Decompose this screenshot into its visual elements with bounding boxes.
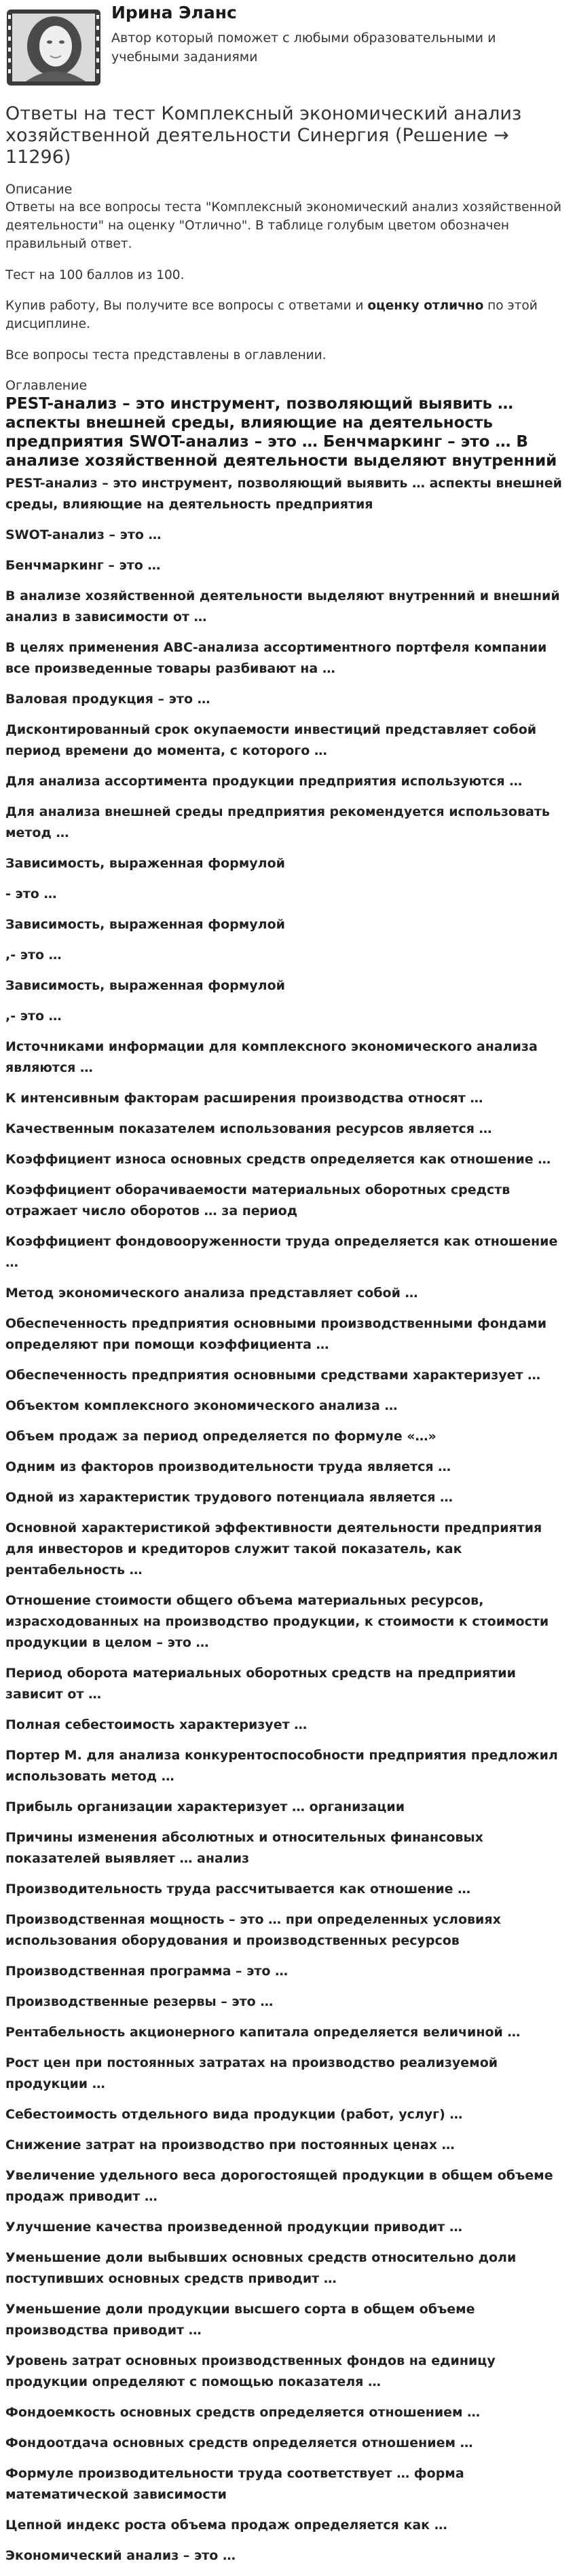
- toc-item[interactable]: Уровень затрат основных производственных фондов на единицу продукции определяют с помощью показателя …: [5, 2353, 496, 2390]
- toc-item[interactable]: Зависимость, выраженная формулой: [5, 978, 285, 994]
- toc-item[interactable]: Коэффициент оборачиваемости материальных оборотных средств отражает число оборотов … за период: [5, 1182, 511, 1219]
- toc-item[interactable]: Обеспеченность предприятия основными производственными фондами определяют при помощи коэффициента …: [5, 1316, 547, 1353]
- toc-item[interactable]: Зависимость, выраженная формулой: [5, 856, 285, 872]
- toc-item[interactable]: ,- это …: [5, 1009, 62, 1024]
- toc-item[interactable]: - это …: [5, 886, 57, 902]
- toc-item[interactable]: Одной из характеристик трудового потенциала является …: [5, 1490, 453, 1506]
- toc-list: [5, 473, 570, 2566]
- toc-item[interactable]: Отношение стоимости общего объема материальных ресурсов, израсходованных на производство продукции, к стоимости к стоимости продукции в целом – это …: [5, 1593, 549, 1651]
- author-name[interactable]: Ирина Эланс: [111, 3, 237, 22]
- toc-item[interactable]: Качественным показателем использования ресурсов является …: [5, 1121, 492, 1137]
- toc-item[interactable]: Валовая продукция – это …: [5, 692, 210, 707]
- score-text: Тест на 100 баллов из 100.: [5, 267, 185, 282]
- toc-item[interactable]: Рентабельность акционерного капитала определяется величиной …: [5, 2025, 521, 2040]
- toc-label: Оглавление: [5, 378, 88, 394]
- toc-item[interactable]: Коэффициент фондовооруженности труда определяется как отношение …: [5, 1234, 558, 1271]
- toc-item[interactable]: Уменьшение доли продукции высшего сорта в общем объеме производства приводит …: [5, 2302, 475, 2338]
- toc-item[interactable]: Для анализа внешней среды предприятия рекомендуется использовать метод …: [5, 804, 550, 841]
- toc-item[interactable]: Производственная мощность – это … при определенных условиях использования оборудования и производственных ресурсов: [5, 1912, 501, 1949]
- toc-item[interactable]: Дисконтированный срок окупаемости инвестиций представляет собой период времени до момента, с которого …: [5, 722, 537, 759]
- toc-item[interactable]: В анализе хозяйственной деятельности выделяют внутренний и внешний анализ в зависимости от …: [5, 589, 560, 625]
- toc-item[interactable]: Уменьшение доли выбывших основных средств относительно доли поступивших основных средств приводит …: [5, 2250, 517, 2287]
- toc-item[interactable]: Одним из факторов производительности труда является …: [5, 1459, 451, 1475]
- all-questions-text: Все вопросы теста представлены в оглавлении.: [5, 348, 327, 362]
- toc-item[interactable]: Цепной индекс роста объема продаж определяется как …: [5, 2518, 447, 2533]
- toc-item[interactable]: Обеспеченность предприятия основными средствами характеризует …: [5, 1368, 541, 1383]
- toc-item[interactable]: Источниками информации для комплексного экономического анализа являются …: [5, 1039, 538, 1076]
- toc-item[interactable]: К интенсивным факторам расширения производства относят …: [5, 1091, 483, 1106]
- purchase-text-start: Купив работу, Вы получите все вопросы с ответами и: [5, 299, 368, 314]
- description-label: Описание: [5, 182, 73, 198]
- toc-item[interactable]: Портер М. для анализа конкурентоспособности предприятия предложил использовать метод …: [5, 1748, 558, 1785]
- purchase-text-end: по этой дисциплине.: [5, 299, 538, 332]
- toc-item[interactable]: Увеличение удельного веса дорогостоящей продукции в общем объеме продаж приводит …: [5, 2168, 553, 2205]
- purchase-text: [5, 297, 570, 333]
- toc-item[interactable]: PEST-анализ – это инструмент, позволяющий выявить … аспекты внешней среды, влияющие на деятельность предприятия: [5, 476, 562, 512]
- purchase-text-bold: оценку отлично: [367, 299, 484, 314]
- toc-item[interactable]: Коэффициент износа основных средств определяется как отношение …: [5, 1152, 551, 1168]
- toc-heading: PEST-анализ – это инструмент, позволяющий выявить … аспекты внешней среды, влияющие на деятельность предприятия SWOT-анализ – это … Бенчмаркинг – это … В анализе хозяйственной деятельности выделяют внутренний: [5, 395, 557, 470]
- author-avatar[interactable]: [5, 4, 102, 90]
- toc-item[interactable]: Себестоимость отдельного вида продукции (работ, услуг) …: [5, 2107, 463, 2123]
- author-description: Автор который поможет с любыми образовательными и учебными заданиями: [111, 31, 496, 64]
- toc-item[interactable]: В целях применения АВС-анализа ассортиментного портфеля компании все произведенные товары разбивают на …: [5, 640, 547, 677]
- toc-item[interactable]: Объем продаж за период определяется по формуле «…»: [5, 1429, 437, 1444]
- toc-item[interactable]: Период оборота материальных оборотных средств на предприятии зависит от …: [5, 1666, 516, 1702]
- toc-item[interactable]: Производительность труда рассчитывается как отношение …: [5, 1882, 471, 1897]
- toc-item[interactable]: Фондоотдача основных средств определяется отношением …: [5, 2435, 473, 2451]
- toc-item[interactable]: Экономический анализ – это …: [5, 2548, 236, 2564]
- toc-item[interactable]: Производственные резервы – это …: [5, 1994, 274, 2010]
- toc-item[interactable]: Бенчмаркинг – это …: [5, 558, 161, 574]
- toc-item[interactable]: Формуле производительности труда соответствует … форма математической зависимости: [5, 2466, 464, 2503]
- toc-item[interactable]: Улучшение качества произведенной продукции приводит …: [5, 2220, 463, 2235]
- description-text: Ответы на все вопросы теста "Комплексный экономический анализ хозяйственной деятельности" на оценку "Отлично". В таблице голубым цветом обозначен правильный ответ.: [5, 200, 562, 252]
- avatar-image-icon: [5, 4, 102, 90]
- toc-item[interactable]: Рост цен при постоянных затратах на производство реализуемой продукции …: [5, 2055, 498, 2092]
- page-title: Ответы на тест Комплексный экономический анализ хозяйственной деятельности Синергия (Решение → 11296): [5, 103, 522, 168]
- toc-item[interactable]: Для анализа ассортимента продукции предприятия используются …: [5, 774, 523, 789]
- toc-item[interactable]: Полная себестоимость характеризует …: [5, 1717, 308, 1733]
- toc-item[interactable]: ,- это …: [5, 948, 62, 963]
- toc-item[interactable]: SWOT-анализ – это …: [5, 527, 162, 543]
- toc-item[interactable]: Производственная программа – это …: [5, 1964, 289, 1979]
- toc-item[interactable]: Основной характеристикой эффективности деятельности предприятия для инвесторов и кредиторов служит такой показатель, как рентабельность …: [5, 1520, 542, 1578]
- toc-item[interactable]: Прибыль организации характеризует … организации: [5, 1799, 405, 1815]
- toc-item[interactable]: Снижение затрат на производство при постоянных ценах …: [5, 2138, 455, 2153]
- toc-item[interactable]: Фондоемкость основных средств определяется отношением …: [5, 2405, 481, 2421]
- toc-item[interactable]: Метод экономического анализа представляет собой …: [5, 1286, 418, 1301]
- toc-item[interactable]: Причины изменения абсолютных и относительных финансовых показателей выявляет … анализ: [5, 1830, 483, 1867]
- toc-item[interactable]: Зависимость, выраженная формулой: [5, 917, 285, 933]
- author-card: [5, 0, 570, 95]
- author-info: [111, 0, 519, 67]
- toc-item[interactable]: Объектом комплексного экономического анализа …: [5, 1398, 398, 1414]
